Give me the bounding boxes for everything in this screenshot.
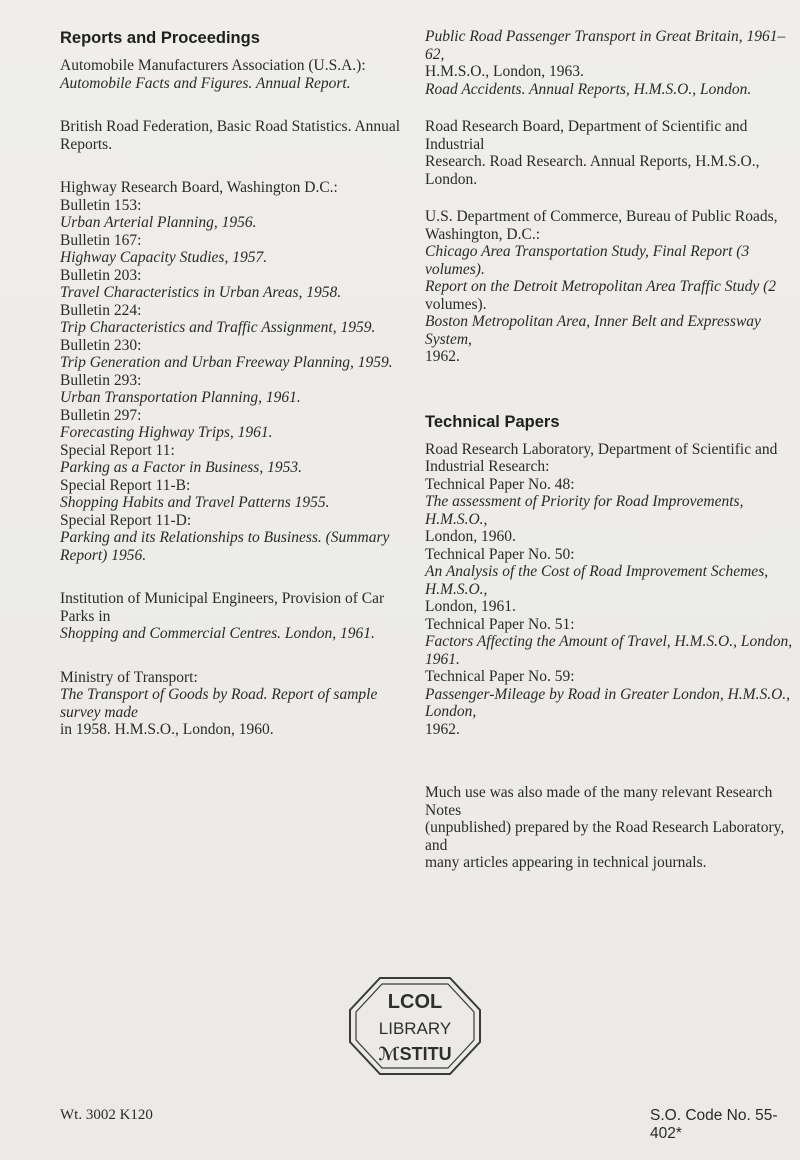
bulletin-title: Urban Transportation Planning, 1961.: [60, 389, 301, 406]
technical-paper-item: [425, 616, 797, 669]
paper-title-line-2: 1962.: [425, 720, 460, 738]
bulletin-list: [60, 197, 415, 565]
road-accidents-entry: Road Accidents. Annual Reports, H.M.S.O., London.: [425, 80, 752, 98]
stamp-top-text: LCOL: [387, 991, 443, 1013]
left-column: [60, 28, 415, 739]
bulletin-label: Special Report 11:: [60, 441, 175, 459]
paper-label: Technical Paper No. 48:: [425, 475, 575, 493]
paper-title-line-1: An Analysis of the Cost of Road Improvement Schemes, H.M.S.O.,: [425, 563, 769, 598]
bulletin-title: Forecasting Highway Trips, 1961.: [60, 424, 273, 441]
ama-line-1: Automobile Manufacturers Association (U.S.A.):: [60, 57, 366, 74]
bulletin-item: [60, 337, 415, 372]
section-heading-reports: Reports and Proceedings: [60, 29, 260, 47]
ama-line-2: Automobile Facts and Figures. Annual Report.: [60, 74, 351, 92]
bulletin-item: [60, 512, 415, 565]
bulletin-title: Highway Capacity Studies, 1957.: [60, 249, 268, 266]
footer-print-code: Wt. 3002 K120: [60, 1107, 153, 1123]
mot-line-1: The Transport of Goods by Road. Report of sample survey made: [60, 686, 378, 721]
paper-title-line-1: The assessment of Priority for Road Improvements, H.M.S.O.,: [425, 493, 744, 528]
rrl-line-2: Industrial Research:: [425, 458, 550, 475]
mot-line-2: in 1958. H.M.S.O., London, 1960.: [60, 721, 274, 738]
bulletin-label: Bulletin 230:: [60, 336, 142, 354]
stamp-library-text: LIBRARY: [378, 1019, 452, 1038]
paper-label: Technical Paper No. 59:: [425, 668, 575, 685]
bulletin-item: [60, 302, 415, 337]
bulletin-title: Shopping Habits and Travel Patterns 1955.: [60, 494, 330, 511]
bulletin-item: [60, 232, 415, 267]
bulletin-item: [60, 197, 415, 232]
paper-title-line-2: London, 1961.: [425, 598, 516, 615]
hrb-heading: Highway Research Board, Washington D.C.:: [60, 179, 338, 196]
paper-title-line-1: Factors Affecting the Amount of Travel, H.M.S.O., London, 1961.: [425, 633, 793, 668]
bulletin-label: Bulletin 167:: [60, 231, 142, 249]
notes-line-1: Much use was also made of the many relevant Research Notes: [425, 784, 773, 819]
rrb-line-2: Research. Road Research. Annual Reports, H.M.S.O., London.: [425, 153, 760, 188]
library-stamp-icon: [340, 970, 490, 1080]
right-column: [425, 28, 797, 872]
boston-line-1: Boston Metropolitan Area, Inner Belt and Expressway System,: [425, 313, 761, 348]
chicago-entry: Chicago Area Transportation Study, Final Report (3 volumes).: [425, 243, 750, 278]
bulletin-item: [60, 442, 415, 477]
bulletin-label: Bulletin 293:: [60, 371, 142, 389]
bulletin-title: Trip Generation and Urban Freeway Planning, 1959.: [60, 354, 393, 371]
detroit-line-2: volumes).: [425, 295, 487, 313]
bulletin-label: Bulletin 203:: [60, 266, 142, 284]
bulletin-item: [60, 267, 415, 302]
bulletin-title: Urban Arterial Planning, 1956.: [60, 214, 257, 231]
mot-heading: Ministry of Transport:: [60, 668, 198, 686]
brf-entry: British Road Federation, Basic Road Statistics. Annual Reports.: [60, 118, 401, 153]
paper-title-line-2: London, 1960.: [425, 528, 516, 545]
rrb-line-1: Road Research Board, Department of Scientific and Industrial: [425, 118, 748, 153]
bulletin-title: Parking as a Factor in Business, 1953.: [60, 459, 302, 476]
rrl-line-1: Road Research Laboratory, Department of Scientific and: [425, 440, 778, 458]
bulletin-label: Bulletin 297:: [60, 406, 142, 424]
technical-paper-item: [425, 546, 797, 616]
usdc-line-1: U.S. Department of Commerce, Bureau of Public Roads,: [425, 208, 778, 225]
bulletin-title: Travel Characteristics in Urban Areas, 1958.: [60, 284, 342, 301]
notes-line-3: many articles appearing in technical journals.: [425, 854, 707, 871]
section-heading-technical-papers: Technical Papers: [425, 412, 560, 431]
detroit-line-1: Report on the Detroit Metropolitan Area Traffic Study (2: [425, 278, 777, 295]
paper-title-line-1: Passenger-Mileage by Road in Greater London, H.M.S.O., London,: [425, 685, 791, 720]
bulletin-title: Trip Characteristics and Traffic Assignment, 1959.: [60, 319, 376, 336]
bulletin-item: [60, 407, 415, 442]
technical-paper-item: [425, 476, 797, 546]
bulletin-label: Bulletin 153:: [60, 196, 142, 214]
boston-line-2: 1962.: [425, 348, 460, 365]
bulletin-label: Special Report 11-D:: [60, 511, 192, 529]
pprt-line-2: H.M.S.O., London, 1963.: [425, 63, 584, 80]
usdc-line-2: Washington, D.C.:: [425, 225, 541, 243]
pprt-line-1: Public Road Passenger Transport in Great Britain, 1961–62,: [425, 28, 786, 63]
paper-label: Technical Paper No. 50:: [425, 545, 575, 563]
bulletin-label: Special Report 11-B:: [60, 476, 191, 494]
paper-label: Technical Paper No. 51:: [425, 615, 575, 633]
technical-paper-list: [425, 476, 797, 739]
ime-line-1: Institution of Municipal Engineers, Provision of Car Parks in: [60, 590, 385, 625]
technical-paper-item: [425, 668, 797, 738]
bulletin-label: Bulletin 224:: [60, 301, 142, 319]
notes-line-2: (unpublished) prepared by the Road Research Laboratory, and: [425, 819, 785, 854]
bulletin-item: [60, 372, 415, 407]
ime-line-2: Shopping and Commercial Centres. London, 1961.: [60, 625, 375, 642]
bulletin-title: Parking and its Relationships to Business. (Summary Report) 1956.: [60, 529, 390, 564]
bulletin-item: [60, 477, 415, 512]
svg-text:ℳSTITU: ℳSTITU: [378, 1044, 452, 1064]
footer-so-code: S.O. Code No. 55-402*: [650, 1107, 778, 1142]
